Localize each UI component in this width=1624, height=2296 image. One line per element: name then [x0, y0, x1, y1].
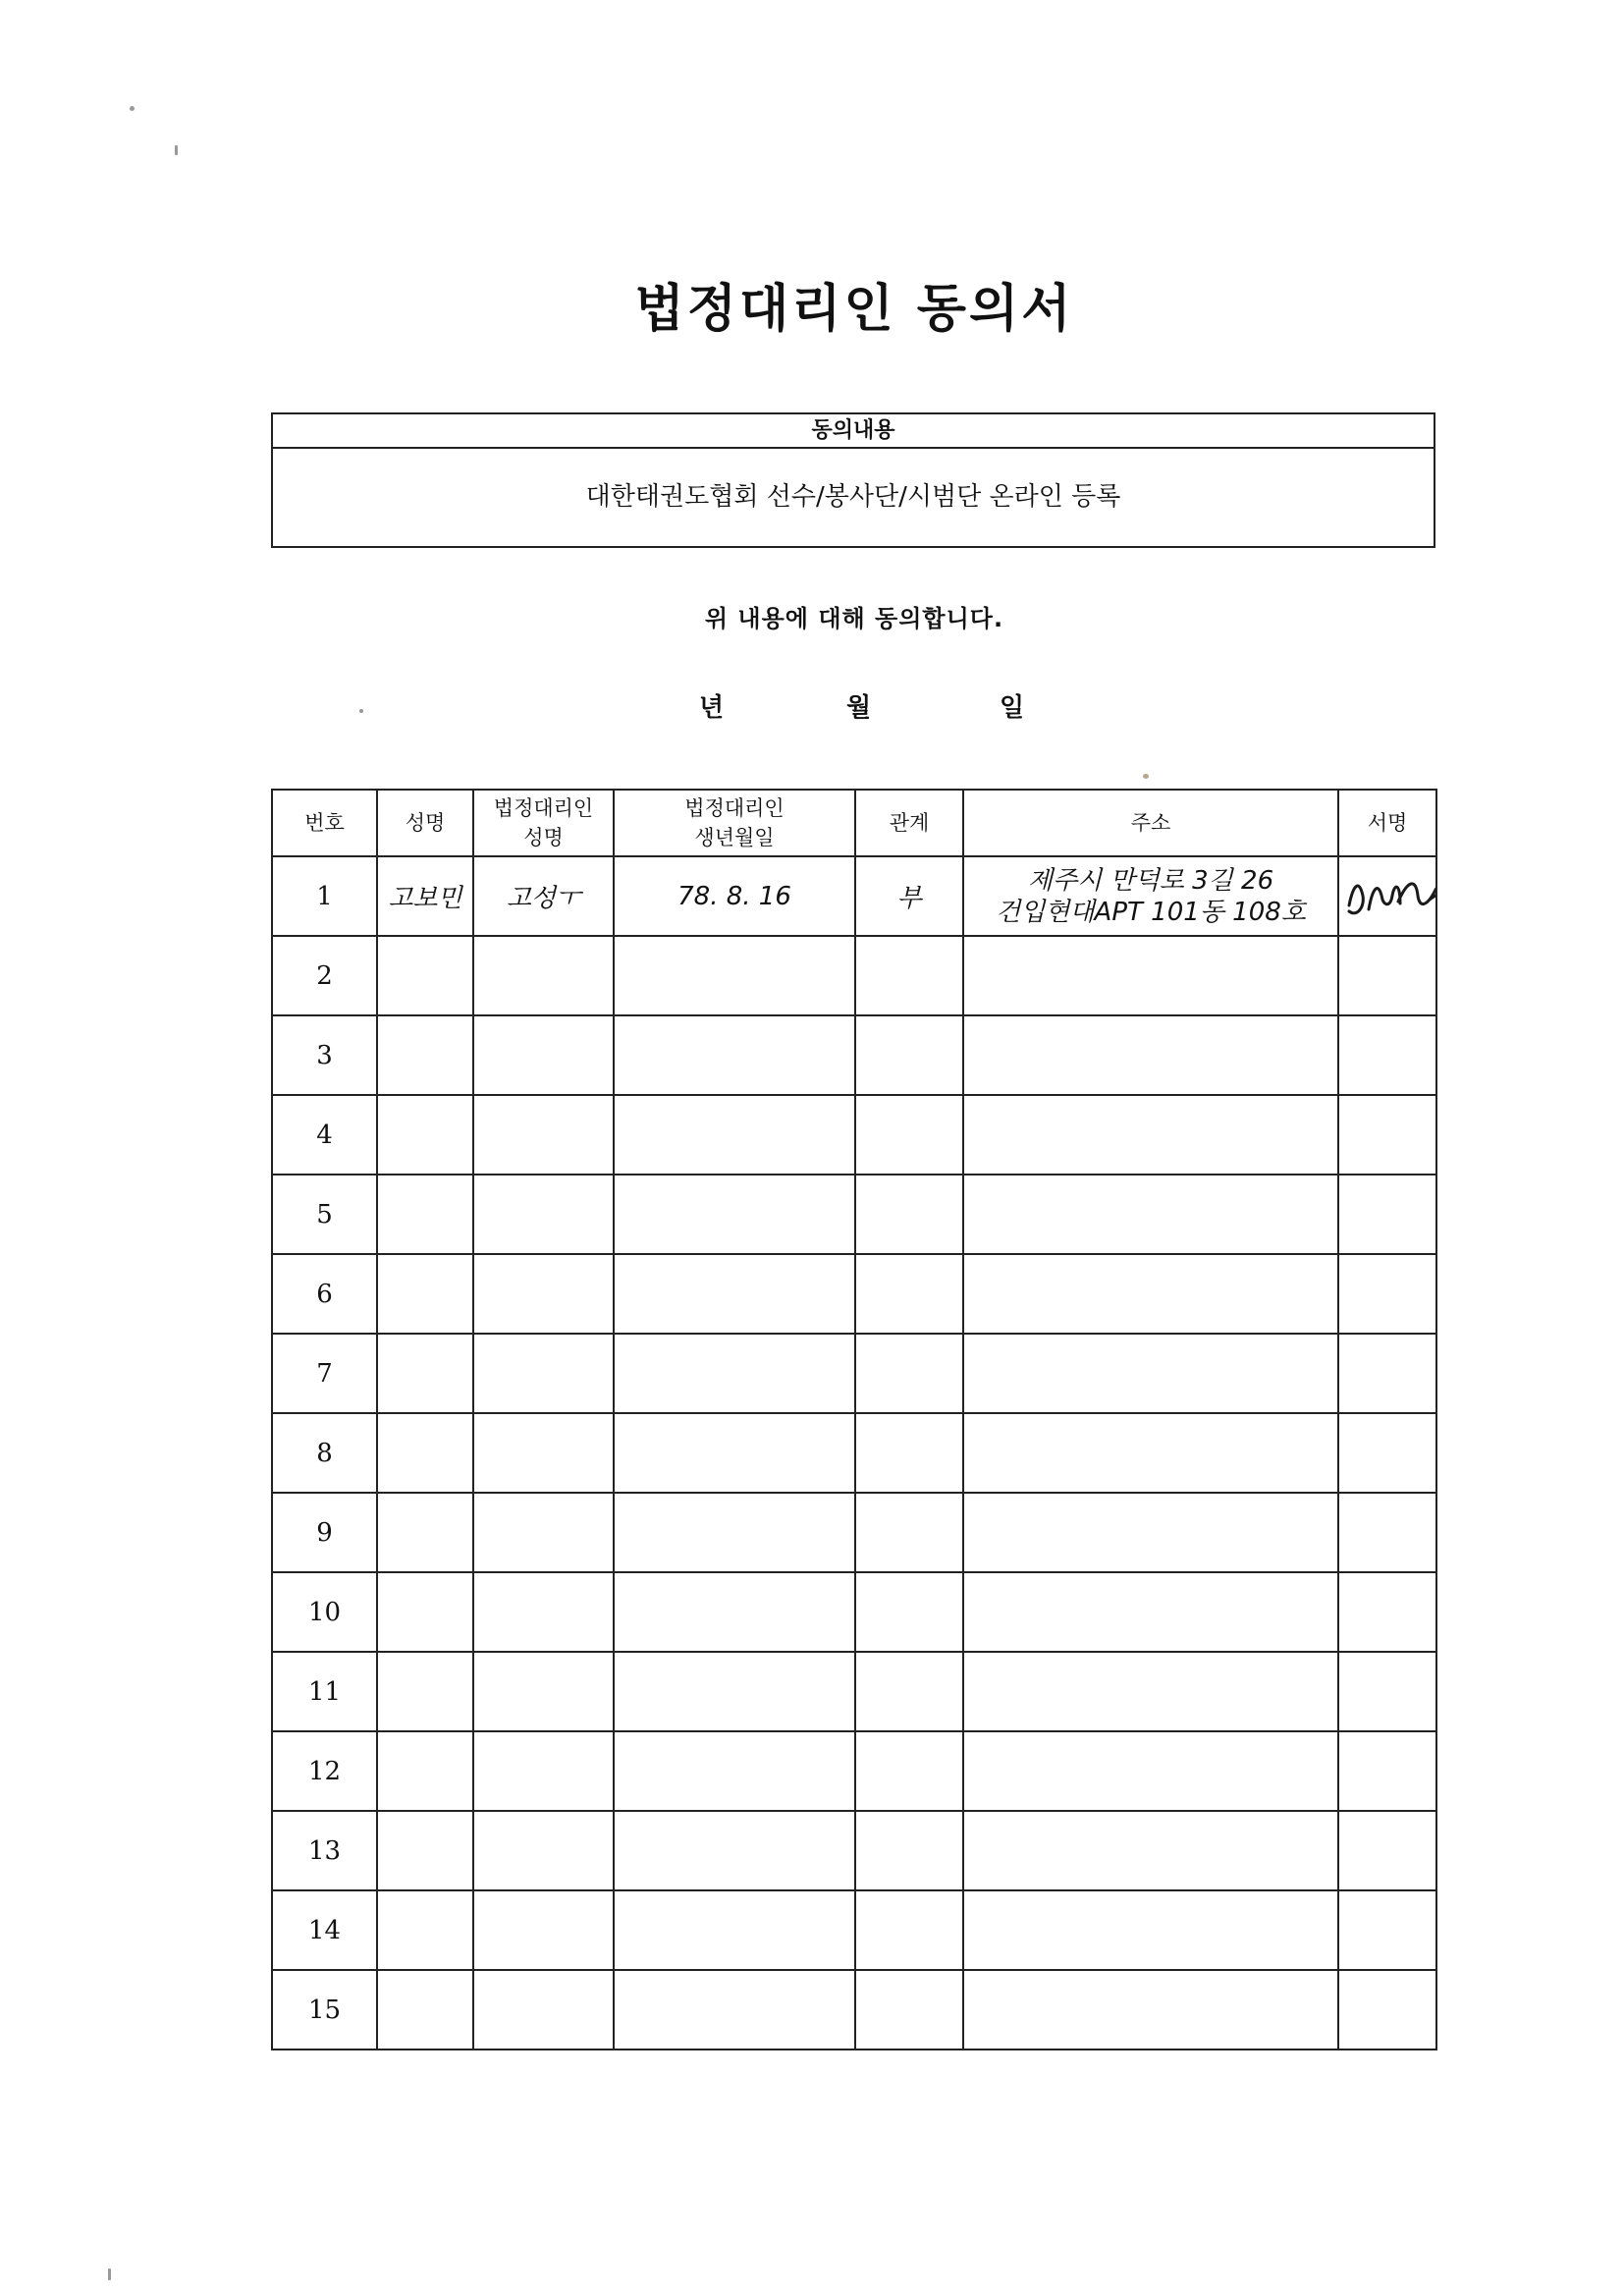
row-number: 6 [272, 1254, 377, 1334]
table-row [272, 1334, 1436, 1413]
row-number: 13 [272, 1811, 377, 1890]
consent-box [271, 412, 1435, 548]
table-row [272, 1811, 1436, 1890]
row-number: 3 [272, 1015, 377, 1095]
student-name: 고보민 [377, 856, 473, 936]
table-row [272, 1572, 1436, 1652]
scan-speck [130, 106, 135, 111]
header-guardian-birth-line2: 생년월일 [694, 826, 775, 849]
row-number: 12 [272, 1731, 377, 1811]
row-number: 8 [272, 1413, 377, 1493]
table-row [272, 1095, 1436, 1175]
header-guardian-name-line2: 성명 [523, 826, 564, 849]
header-signature: 서명 [1338, 790, 1436, 856]
date-month-label: 월 [846, 693, 872, 723]
address [963, 856, 1338, 936]
table-row [272, 1731, 1436, 1811]
header-guardian-birth [614, 790, 855, 856]
scan-speck [108, 2269, 111, 2280]
table-row [272, 1175, 1436, 1254]
guardian-birth: 78. 8. 16 [614, 856, 855, 936]
table-row [272, 936, 1436, 1015]
address-line2: 건입현대APT 101동 108호 [996, 897, 1306, 927]
handwritten-signature [1339, 866, 1436, 927]
table-row [272, 1493, 1436, 1572]
date-day-label: 일 [1000, 693, 1025, 723]
table-row [272, 1890, 1436, 1970]
table-row [272, 1413, 1436, 1493]
table-row [272, 1254, 1436, 1334]
row-number: 7 [272, 1334, 377, 1413]
table-header-row [272, 790, 1436, 856]
date-year-label: 년 [699, 693, 725, 723]
header-name: 성명 [377, 790, 473, 856]
scan-speck [359, 709, 363, 713]
guardian-name: 고성ㅜ [473, 856, 614, 936]
guardian-table [271, 789, 1437, 2050]
row-number: 2 [272, 936, 377, 1015]
table-row [272, 1652, 1436, 1731]
header-relation: 관계 [855, 790, 963, 856]
scan-speck [175, 145, 178, 155]
header-guardian-birth-line1: 법정대리인 [684, 796, 785, 820]
row-number: 14 [272, 1890, 377, 1970]
table-row [272, 1015, 1436, 1095]
table-row [272, 856, 1436, 936]
consent-body: 대한태권도협회 선수/봉사단/시범단 온라인 등록 [585, 482, 1121, 512]
signature-cell [1338, 856, 1436, 936]
header-no: 번호 [272, 790, 377, 856]
table-row [272, 1970, 1436, 2050]
row-number: 10 [272, 1572, 377, 1652]
header-guardian-name-line1: 법정대리인 [493, 796, 594, 820]
row-number: 4 [272, 1095, 377, 1175]
scan-speck [1143, 774, 1149, 779]
row-number: 15 [272, 1970, 377, 2050]
row-number: 1 [272, 856, 377, 936]
row-number: 11 [272, 1652, 377, 1731]
agree-statement: 위 내용에 대해 동의합니다. [704, 605, 1004, 632]
consent-header: 동의내용 [273, 414, 1434, 449]
address-line1: 제주시 만덕로 3길 26 [1027, 865, 1274, 896]
header-guardian-name [473, 790, 614, 856]
row-number: 5 [272, 1175, 377, 1254]
row-number: 9 [272, 1493, 377, 1572]
relation: 부 [855, 856, 963, 936]
document-title: 법정대리인 동의서 [634, 280, 1074, 339]
header-address: 주소 [963, 790, 1338, 856]
